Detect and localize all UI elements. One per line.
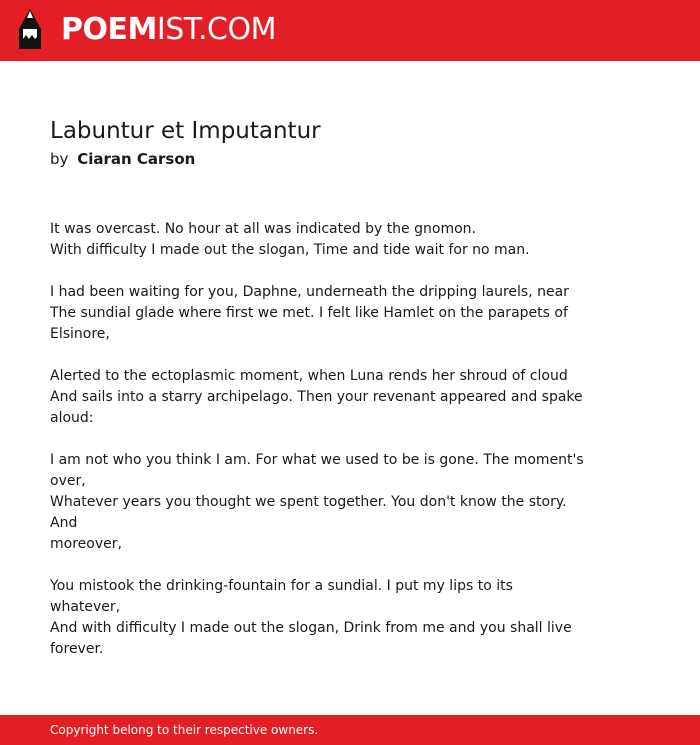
stanza <box>50 576 595 660</box>
poem-line: You mistook the drinking-fountain for a sundial. I put my lips to its <box>50 578 513 594</box>
poem-line: The sundial glade where first we met. I felt like Hamlet on the parapets of <box>50 305 568 321</box>
poem-line: I am not who you think I am. For what we used to be is gone. The moment's <box>50 452 584 468</box>
logo-bold-text: POEM <box>61 12 157 47</box>
poem-line: With difficulty I made out the slogan, Time and tide wait for no man. <box>50 242 530 258</box>
site-logo[interactable] <box>61 12 276 48</box>
stanza <box>50 366 595 429</box>
poem-line: whatever, <box>50 599 121 615</box>
poem-line: And sails into a starry archipelago. Then your revenant appeared and spake <box>50 389 583 405</box>
by-label: by <box>50 150 69 168</box>
poem-line: Alerted to the ectoplasmic moment, when Luna rends her shroud of cloud <box>50 368 568 384</box>
copyright-notice: Copyright belong to their respective owners. <box>50 723 319 737</box>
poem-line: Elsinore, <box>50 326 110 342</box>
poem-line: forever. <box>50 641 104 657</box>
author-name: Ciaran Carson <box>77 150 196 168</box>
poem-line: moreover, <box>50 536 122 552</box>
poem-line: Whatever years you thought we spent together. You don't know the story. And <box>50 494 567 531</box>
poem-title: Labuntur et Imputantur <box>50 118 321 144</box>
poem-line: over, <box>50 473 86 489</box>
site-header <box>0 0 700 61</box>
poem-line: It was overcast. No hour at all was indicated by the gnomon. <box>50 221 476 237</box>
byline <box>50 148 195 170</box>
stanza <box>50 450 595 555</box>
poem-line: And with difficulty I made out the slogan, Drink from me and you shall live <box>50 620 572 636</box>
site-footer <box>0 715 700 745</box>
stanza <box>50 219 595 261</box>
stanza <box>50 282 595 345</box>
poem-line: I had been waiting for you, Daphne, underneath the dripping laurels, near <box>50 284 569 300</box>
poem-line: aloud: <box>50 410 94 426</box>
poem-body <box>50 219 595 681</box>
logo-light-text: IST.COM <box>156 12 276 47</box>
pencil-tip-icon[interactable] <box>17 9 43 51</box>
